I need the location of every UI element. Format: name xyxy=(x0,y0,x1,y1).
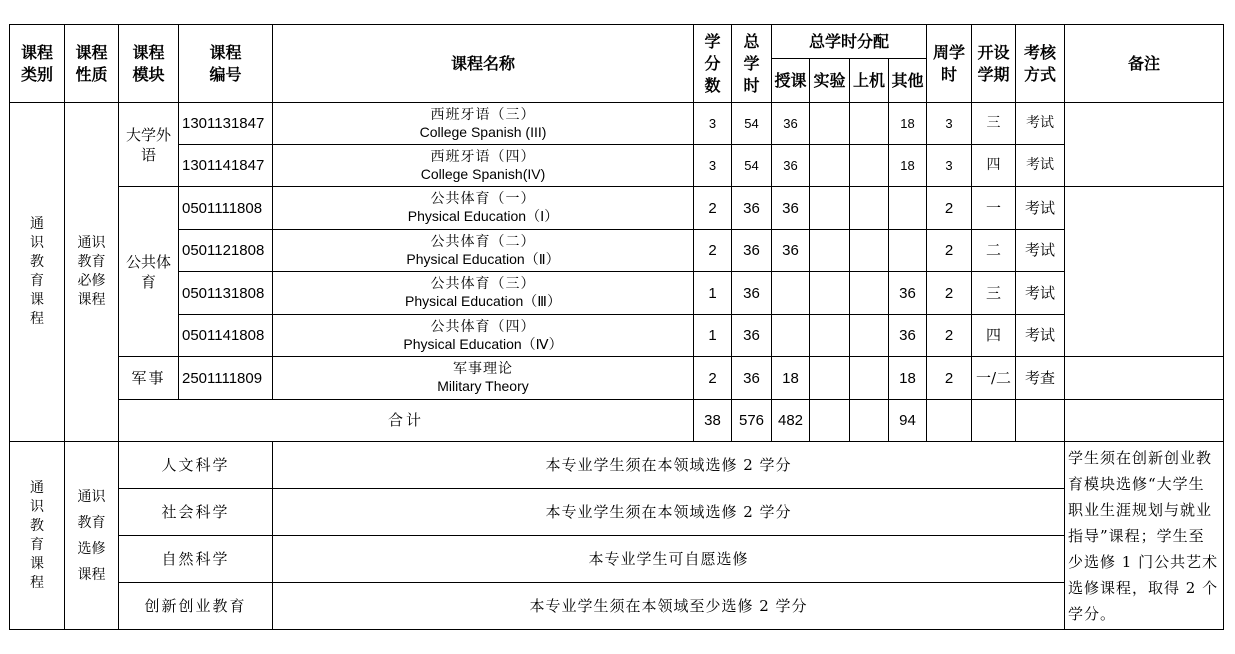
total-hours-cell: 36 xyxy=(732,272,772,315)
computer-cell xyxy=(850,103,889,145)
elective-row xyxy=(10,583,1224,630)
domain-requirement: 本专业学生须在本领域至少选修 2 学分 xyxy=(273,583,1065,630)
remark-cell xyxy=(1065,357,1224,400)
course-code: 0501121808 xyxy=(179,230,273,272)
assessment-cell: 考试 xyxy=(1016,103,1065,145)
course-name: 公共体育（三） Physical Education（Ⅲ） xyxy=(273,272,694,315)
other-cell: 36 xyxy=(889,272,927,315)
header-distribution: 总学时分配 xyxy=(772,25,927,59)
computer-cell xyxy=(850,187,889,230)
header-assessment: 考核 方式 xyxy=(1016,25,1065,103)
course-name: 军事理论 Military Theory xyxy=(273,357,694,400)
other-cell xyxy=(889,230,927,272)
semester-cell: 二 xyxy=(972,230,1016,272)
header-remark: 备注 xyxy=(1065,25,1224,103)
table-row xyxy=(10,103,1224,145)
course-code: 1301141847 xyxy=(179,145,273,187)
experiment-cell xyxy=(810,187,850,230)
semester-cell: 一/二 xyxy=(972,357,1016,400)
total-experiment xyxy=(810,400,850,442)
total-weekly xyxy=(927,400,972,442)
lecture-cell: 36 xyxy=(772,187,810,230)
category-elective: 通 识 教 育 课 程 xyxy=(10,442,65,630)
domain-humanities: 人文科学 xyxy=(119,442,273,489)
total-hours-cell: 54 xyxy=(732,145,772,187)
assessment-cell: 考试 xyxy=(1016,272,1065,315)
header-credit: 学 分 数 xyxy=(694,25,732,103)
credit-cell: 3 xyxy=(694,145,732,187)
domain-requirement: 本专业学生须在本领域选修 2 学分 xyxy=(273,489,1065,536)
total-other: 94 xyxy=(889,400,927,442)
header-category: 课程 类别 xyxy=(10,25,65,103)
lecture-cell xyxy=(772,272,810,315)
course-name: 西班牙语（四） College Spanish(IV) xyxy=(273,145,694,187)
total-assessment xyxy=(1016,400,1065,442)
other-cell: 18 xyxy=(889,357,927,400)
weekly-cell: 2 xyxy=(927,272,972,315)
lecture-cell: 18 xyxy=(772,357,810,400)
credit-cell: 1 xyxy=(694,315,732,357)
header-total-hours: 总 学 时 xyxy=(732,25,772,103)
computer-cell xyxy=(850,315,889,357)
domain-social-science: 社会科学 xyxy=(119,489,273,536)
assessment-cell: 考试 xyxy=(1016,187,1065,230)
header-module: 课程 模块 xyxy=(119,25,179,103)
header-other: 其他 xyxy=(889,59,927,103)
other-cell: 36 xyxy=(889,315,927,357)
domain-natural-science: 自然科学 xyxy=(119,536,273,583)
total-hours-cell: 36 xyxy=(732,315,772,357)
elective-remark: 学生须在创新创业教育模块选修“大学生职业生涯规划与就业指导”课程；学生至少选修 1 门公共艺术选修课程，取得 2 个学分。 xyxy=(1065,442,1224,630)
course-code: 0501131808 xyxy=(179,272,273,315)
experiment-cell xyxy=(810,272,850,315)
table-row xyxy=(10,357,1224,400)
lecture-cell: 36 xyxy=(772,230,810,272)
weekly-cell: 2 xyxy=(927,230,972,272)
domain-requirement: 本专业学生须在本领域选修 2 学分 xyxy=(273,442,1065,489)
assessment-cell: 考试 xyxy=(1016,230,1065,272)
course-name: 公共体育（一） Physical Education（Ⅰ） xyxy=(273,187,694,230)
credit-cell: 2 xyxy=(694,187,732,230)
domain-requirement: 本专业学生可自愿选修 xyxy=(273,536,1065,583)
total-lecture: 482 xyxy=(772,400,810,442)
total-label: 合计 xyxy=(119,400,694,442)
weekly-cell: 2 xyxy=(927,187,972,230)
assessment-cell: 考查 xyxy=(1016,357,1065,400)
course-code: 0501111808 xyxy=(179,187,273,230)
computer-cell xyxy=(850,230,889,272)
total-hours-cell: 36 xyxy=(732,357,772,400)
semester-cell: 一 xyxy=(972,187,1016,230)
module-physical-education: 公共体育 xyxy=(119,187,179,357)
experiment-cell xyxy=(810,357,850,400)
elective-row xyxy=(10,536,1224,583)
course-name: 公共体育（四） Physical Education（Ⅳ） xyxy=(273,315,694,357)
header-experiment: 实验 xyxy=(810,59,850,103)
lecture-cell: 36 xyxy=(772,103,810,145)
course-code: 0501141808 xyxy=(179,315,273,357)
domain-innovation: 创新创业教育 xyxy=(119,583,273,630)
module-foreign-language: 大学外语 xyxy=(119,103,179,187)
credit-cell: 2 xyxy=(694,357,732,400)
nature-required: 通识 教育 必修 课程 xyxy=(65,103,119,442)
total-remark xyxy=(1065,400,1224,442)
category-required: 通 识 教 育 课 程 xyxy=(10,103,65,442)
computer-cell xyxy=(850,145,889,187)
total-hours-cell: 36 xyxy=(732,187,772,230)
header-weekly-hours: 周学 时 xyxy=(927,25,972,103)
credit-cell: 1 xyxy=(694,272,732,315)
computer-cell xyxy=(850,357,889,400)
total-hours-cell: 54 xyxy=(732,103,772,145)
total-credit: 38 xyxy=(694,400,732,442)
total-computer xyxy=(850,400,889,442)
semester-cell: 三 xyxy=(972,272,1016,315)
experiment-cell xyxy=(810,315,850,357)
table-row xyxy=(10,272,1224,315)
semester-cell: 三 xyxy=(972,103,1016,145)
course-code: 2501111809 xyxy=(179,357,273,400)
table-row xyxy=(10,230,1224,272)
assessment-cell: 考试 xyxy=(1016,145,1065,187)
total-semester xyxy=(972,400,1016,442)
weekly-cell: 2 xyxy=(927,315,972,357)
weekly-cell: 2 xyxy=(927,357,972,400)
weekly-cell: 3 xyxy=(927,103,972,145)
experiment-cell xyxy=(810,145,850,187)
header-computer: 上机 xyxy=(850,59,889,103)
elective-row xyxy=(10,442,1224,489)
nature-elective: 通识 教育 选修 课程 xyxy=(65,442,119,630)
module-military: 军事 xyxy=(119,357,179,400)
remark-cell xyxy=(1065,103,1224,187)
header-row xyxy=(10,25,1224,59)
total-hours-cell: 36 xyxy=(732,230,772,272)
course-code: 1301131847 xyxy=(179,103,273,145)
experiment-cell xyxy=(810,230,850,272)
elective-row xyxy=(10,489,1224,536)
other-cell: 18 xyxy=(889,103,927,145)
other-cell xyxy=(889,187,927,230)
remark-cell xyxy=(1065,187,1224,357)
curriculum-table xyxy=(9,24,1224,630)
assessment-cell: 考试 xyxy=(1016,315,1065,357)
header-lecture: 授课 xyxy=(772,59,810,103)
semester-cell: 四 xyxy=(972,145,1016,187)
semester-cell: 四 xyxy=(972,315,1016,357)
total-row xyxy=(10,400,1224,442)
header-nature: 课程 性质 xyxy=(65,25,119,103)
course-name: 公共体育（二） Physical Education（Ⅱ） xyxy=(273,230,694,272)
other-cell: 18 xyxy=(889,145,927,187)
credit-cell: 3 xyxy=(694,103,732,145)
header-course-name: 课程名称 xyxy=(273,25,694,103)
header-code: 课程 编号 xyxy=(179,25,273,103)
lecture-cell xyxy=(772,315,810,357)
experiment-cell xyxy=(810,103,850,145)
weekly-cell: 3 xyxy=(927,145,972,187)
course-name: 西班牙语（三） College Spanish (III) xyxy=(273,103,694,145)
lecture-cell: 36 xyxy=(772,145,810,187)
table-row xyxy=(10,187,1224,230)
table-row xyxy=(10,315,1224,357)
computer-cell xyxy=(850,272,889,315)
header-semester: 开设 学期 xyxy=(972,25,1016,103)
credit-cell: 2 xyxy=(694,230,732,272)
table-row xyxy=(10,145,1224,187)
total-hours: 576 xyxy=(732,400,772,442)
